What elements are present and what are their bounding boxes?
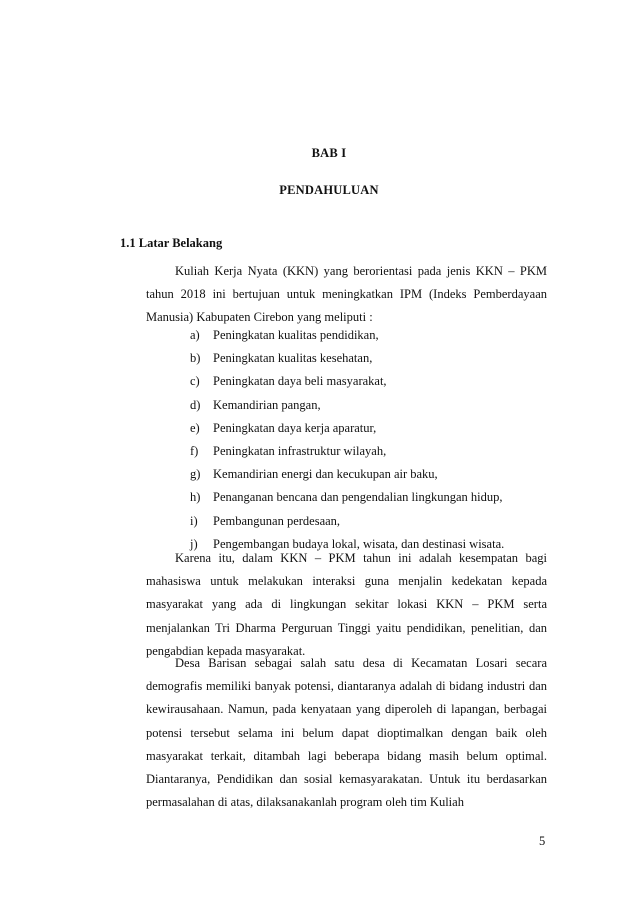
list-marker: f) xyxy=(190,443,199,458)
list-marker: c) xyxy=(190,374,200,389)
list-item xyxy=(190,347,504,370)
chapter-title: PENDAHULUAN xyxy=(279,183,379,197)
list-item-text: Kemandirian energi dan kecukupan air baku, xyxy=(213,467,438,482)
list-marker: d) xyxy=(190,397,201,412)
list-marker: j) xyxy=(190,536,198,551)
list-item-text: Peningkatan kualitas pendidikan, xyxy=(213,328,379,342)
list-item xyxy=(190,417,504,440)
paragraph-intro: Kuliah Kerja Nyata (KKN) yang berorientasi pada jenis KKN – PKM tahun 2018 ini bertujuan untuk meningkatkan IPM (Indeks Pemberdayaan Manusia) Kabupaten Cirebon yang meliputi : xyxy=(146,264,547,325)
list-item xyxy=(190,324,504,347)
list-item-text: Penanganan bencana dan pengendalian lingkungan hidup, xyxy=(213,490,503,505)
list-item xyxy=(190,370,504,393)
objectives-list xyxy=(190,324,504,556)
list-item xyxy=(190,440,504,463)
list-item xyxy=(190,394,504,417)
list-item xyxy=(190,463,504,486)
list-item-text: Peningkatan daya kerja aparatur, xyxy=(213,420,377,435)
list-marker: g) xyxy=(190,467,201,482)
chapter-number: BAB I xyxy=(311,146,347,160)
list-item-text: Peningkatan infrastruktur wilayah, xyxy=(213,443,387,458)
list-item-text: Pembangunan perdesaan, xyxy=(213,513,341,528)
list-item-text: Peningkatan kualitas kesehatan, xyxy=(213,351,373,366)
list-item xyxy=(190,510,504,533)
list-item-text: Pengembangan budaya lokal, wisata, dan destinasi wisata. xyxy=(213,536,505,551)
page-number: 5 xyxy=(539,834,546,848)
list-marker: a) xyxy=(190,328,200,342)
list-marker: h) xyxy=(190,490,201,505)
section-heading: 1.1 Latar Belakang xyxy=(120,236,223,250)
list-marker: i) xyxy=(190,513,198,528)
list-marker: e) xyxy=(190,420,200,435)
list-item-text: Kemandirian pangan, xyxy=(213,397,321,412)
list-item-text: Peningkatan daya beli masyarakat, xyxy=(213,374,387,389)
paragraph-kkn-opportunity: Karena itu, dalam KKN – PKM tahun ini adalah kesempatan bagi mahasiswa untuk melakukan interaksi guna menjalin kedekatan kepada masyarakat yang ada di lingkungan sekitar lokasi KKN – PKM serta menjalankan Tri Dharma Perguruan Tinggi yaitu pendidikan, penelitian, dan pengabdian kepada masyarakat. xyxy=(146,551,547,658)
list-item xyxy=(190,486,504,509)
list-marker: b) xyxy=(190,351,201,366)
paragraph-desa-barisan: Desa Barisan sebagai salah satu desa di Kecamatan Losari secara demografis memiliki banyak potensi, diantaranya adalah di bidang industri dan kewirausahaan. Namun, pada kenyataan yang diperoleh di lapangan, berbagai potensi tersebut selama ini belum dapat dioptimalkan dengan baik oleh masyarakat terkait, ditambah lagi beberapa bidang masih belum optimal. Diantaranya, Pendidikan dan sosial kemasyarakatan. Untuk itu berdasarkan permasalahan di atas, dilaksanakanlah program oleh tim Kuliah xyxy=(146,656,547,810)
